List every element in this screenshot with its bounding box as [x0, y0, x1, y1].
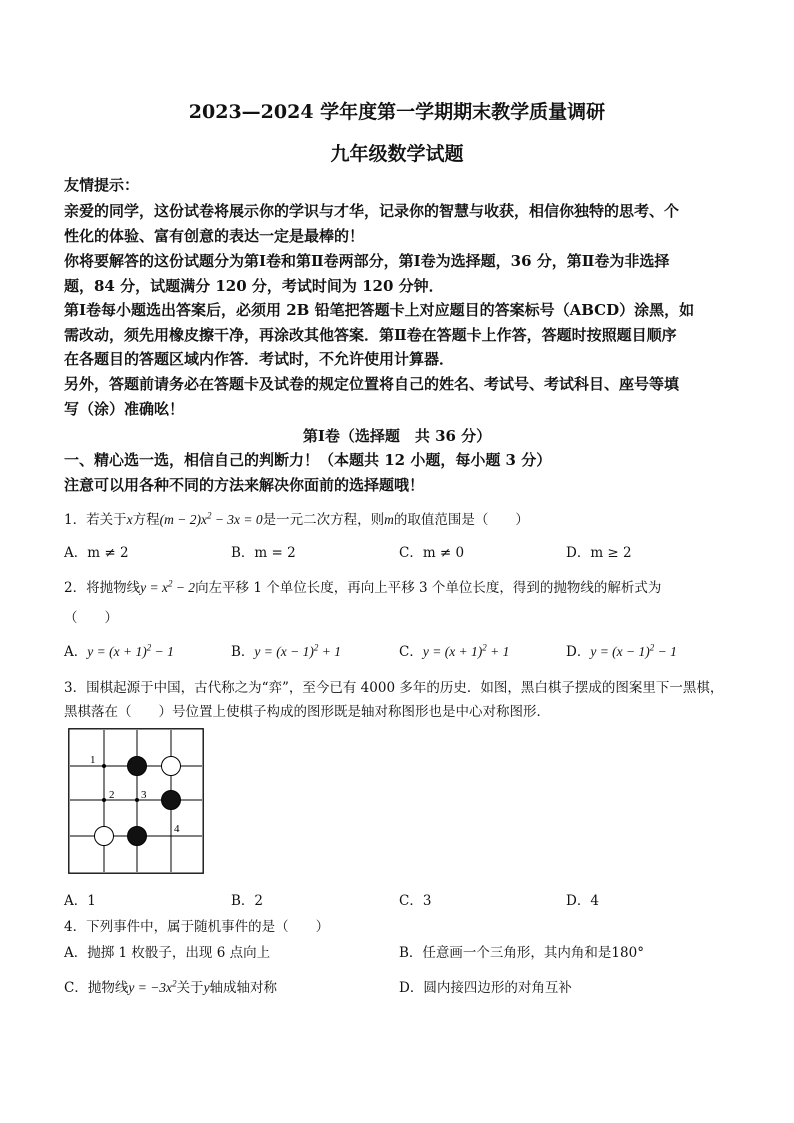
white-stone [162, 757, 181, 776]
notice-line: 第Ⅰ卷每小题选出答案后，必须用 2B 铅笔把答题卡上对应题目的答案标号（ABCD）涂黑，如 [64, 301, 695, 319]
q4-option-b[interactable]: B．任意画一个三角形，其内角和是180° [399, 945, 644, 961]
option-exp: 2 [482, 642, 487, 653]
option-exp: 2 [146, 642, 152, 653]
black-stone [162, 791, 181, 810]
q3-option-c[interactable]: C．3 [399, 893, 432, 909]
section-title: 第Ⅰ卷（选择题 共 36 分） [302, 427, 492, 445]
board-label-2: 2 [109, 789, 115, 801]
option-expr: − 1 [654, 644, 677, 659]
question-2-stem [64, 576, 661, 596]
notice-line: 题，84 分，试题满分 120 分，考试时间为 120 分钟． [64, 277, 444, 295]
option-expr: y = (x − 1) [590, 644, 650, 659]
board-label-3: 3 [141, 789, 147, 801]
q2-option-d[interactable] [566, 640, 677, 660]
notice-heading: 友情提示： [64, 176, 140, 194]
option-text: C．抛物线 [64, 980, 129, 996]
white-stone [95, 827, 114, 846]
q4-option-c[interactable] [64, 976, 277, 996]
q2-option-a[interactable] [64, 640, 174, 660]
option-text: 关于 [176, 980, 204, 996]
q3-option-b[interactable]: B．2 [231, 893, 264, 909]
black-stone [128, 757, 147, 776]
q4-option-a[interactable]: A．抛掷 1 枚骰子，出现 6 点向上 [64, 945, 271, 961]
option-exp: 2 [649, 642, 655, 653]
question-4-stem: 4．下列事件中，属于随机事件的是（ ） [64, 919, 330, 935]
option-expr: + 1 [486, 644, 510, 659]
question-3-line2: 黑棋落在（ ）号位置上使棋子构成的图形既是轴对称图形也是中心对称图形． [64, 704, 550, 720]
question-1-stem [64, 508, 529, 528]
q1-var-x: x [126, 512, 133, 527]
option-expr: + 1 [318, 644, 341, 659]
option-var-y: y [203, 980, 210, 995]
black-stone [128, 827, 147, 846]
notice-line: 在各题目的答题区域内作答．考试时，不允许使用计算器． [64, 350, 455, 368]
part-heading: 一、精心选一选，相信自己的判断力！（本题共 12 小题，每小题 3 分） [64, 451, 552, 469]
position-point-2 [102, 798, 106, 802]
q1-option-b[interactable]: B．m = 2 [231, 545, 296, 561]
notice-line: 需改动，须先用橡皮擦干净，再涂改其他答案．第Ⅱ卷在答题卡上作答，答题时按照题目顺序 [64, 326, 677, 344]
q2-blank: （ ） [64, 610, 118, 626]
option-letter: B． [231, 644, 255, 660]
option-letter: C． [399, 644, 423, 660]
q2-option-b[interactable] [231, 640, 341, 660]
go-board-figure [68, 728, 204, 878]
notice-line: 性化的体验、富有创意的表达一定是最棒的！ [64, 227, 365, 245]
q1-text: 的取值范围是（ ） [393, 512, 529, 528]
option-expr: y = (x − 1) [254, 644, 314, 659]
option-letter: D． [566, 644, 591, 660]
option-expr: y = −3x [128, 980, 173, 995]
go-board-svg [68, 728, 204, 874]
q1-text: 是一元二次方程，则 [262, 512, 385, 528]
option-exp: 2 [313, 642, 319, 653]
option-letter: A． [64, 644, 88, 660]
q3-option-a[interactable]: A．1 [64, 893, 96, 909]
q1-equation: (m − 2)x [159, 512, 207, 527]
board-label-4: 4 [174, 823, 180, 835]
q2-text: 2．将抛物线 [64, 580, 141, 596]
q1-text: 方程 [132, 512, 160, 528]
exam-title: 2023—2024 学年度第一学期期末教学质量调研 [188, 101, 606, 123]
exam-subtitle: 九年级数学试题 [330, 143, 464, 165]
notice-line: 你将要解答的这份试题分为第Ⅰ卷和第Ⅱ卷两部分，第Ⅰ卷为选择题，36 分，第Ⅱ卷为非选择 [64, 252, 670, 270]
q1-option-a[interactable]: A．m ≠ 2 [64, 545, 129, 561]
option-expr: − 1 [151, 644, 174, 659]
q1-text: 1．若关于 [64, 512, 127, 528]
q2-option-c[interactable] [399, 640, 509, 660]
option-expr: y = (x + 1) [422, 644, 483, 659]
q1-var-m: m [384, 512, 394, 527]
q1-option-d[interactable]: D．m ≥ 2 [566, 545, 632, 561]
notice-line: 亲爱的同学，这份试卷将展示你的学识与才华，记录你的智慧与收获，相信你独特的思考、个 [64, 202, 680, 220]
q1-equation: − 3x = 0 [211, 512, 263, 527]
q4-option-d[interactable]: D．圆内接四边形的对角互补 [399, 980, 572, 996]
option-text: 轴成轴对称 [209, 980, 278, 996]
question-3-line1: 3．围棋起源于中国，古代称之为“弈”，至今已有 4000 多年的历史．如图，黑白棋子摆成的图案里下一黑棋， [64, 680, 724, 696]
position-point-1 [102, 764, 106, 768]
q1-exponent: 2 [206, 510, 212, 521]
notice-line: 写（涂）准确吆！ [64, 400, 185, 418]
board-label-1: 1 [90, 754, 96, 766]
option-expr: y = (x + 1) [87, 644, 147, 659]
notice-line: 另外，答题前请务必在答题卡及试卷的规定位置将自己的姓名、考试号、考试科目、座号等填 [64, 375, 680, 393]
q1-option-c[interactable]: C．m ≠ 0 [399, 545, 465, 561]
position-point-3 [135, 798, 139, 802]
part-note: 注意可以用各种不同的方法来解决你面前的选择题哦！ [64, 476, 425, 494]
q2-equation: y = x [140, 580, 168, 595]
option-exp: 2 [172, 978, 177, 989]
q2-equation: − 2 [172, 580, 196, 595]
q2-exponent: 2 [167, 578, 173, 589]
q3-option-d[interactable]: D．4 [566, 893, 599, 909]
q2-text: 向左平移 1 个单位长度，再向上平移 3 个单位长度，得到的抛物线的解析式为 [195, 580, 662, 596]
